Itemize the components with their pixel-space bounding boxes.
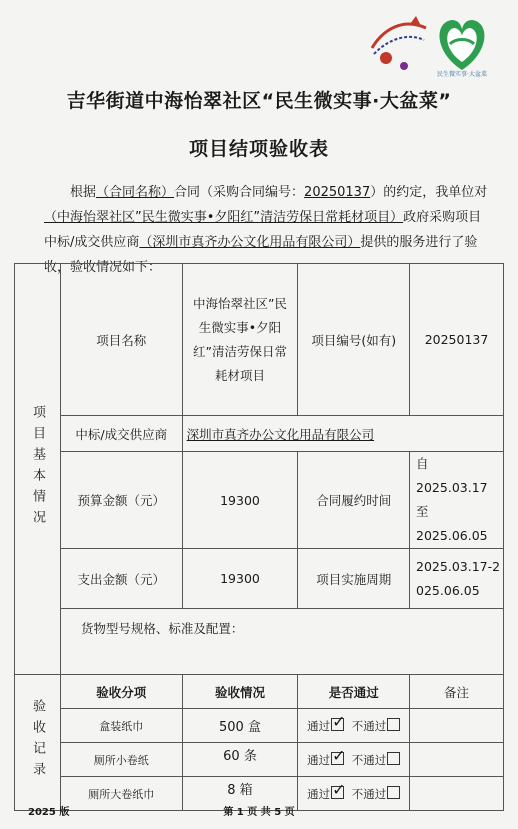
intro-p5: 提供的服务进行了验收，验收情况如下：	[44, 235, 478, 275]
acceptance-table	[14, 263, 504, 811]
intro-p3: ）的约定，我单位对	[370, 185, 488, 200]
heart-logo-icon	[440, 20, 485, 70]
checkbox-fail-2[interactable]	[387, 752, 400, 765]
table-row	[15, 416, 504, 452]
section-label-acceptance: 验收记录	[15, 675, 61, 811]
budget-label: 预算金额（元）	[60, 452, 182, 549]
acc-header-status: 验收情况	[182, 675, 298, 709]
table-row	[15, 609, 504, 675]
acc-status-3: 8 箱	[182, 777, 298, 811]
intro-project: （中海怡翠社区”民生微实事•夕阳红”清洁劳保日常耗材项目）	[44, 210, 404, 225]
acc-item-2: 厕所小卷纸	[60, 743, 182, 777]
footer-version: 2025 版	[28, 807, 70, 818]
acc-status-1: 500 盒	[182, 709, 298, 743]
acc-item-1: 盒装纸巾	[60, 709, 182, 743]
table-row	[15, 743, 504, 777]
acc-pass-3: 通过 ✓ 不通过	[298, 777, 410, 811]
checkmark-icon: ✓	[332, 711, 346, 731]
project-no-label: 项目编号(如有)	[298, 264, 410, 416]
checkmark-icon: ✓	[332, 745, 346, 765]
intro-contract-name: （合同名称）	[96, 185, 175, 200]
acc-item-3: 厕所大卷纸巾	[60, 777, 182, 811]
impl-label: 项目实施周期	[298, 549, 410, 609]
supplier-value: 深圳市真齐办公文化用品有限公司	[182, 416, 503, 452]
dove-ribbon-icon	[372, 16, 426, 70]
intro-supplier: （深圳市真齐办公文化用品有限公司）	[139, 235, 361, 250]
acc-note-2	[410, 743, 504, 777]
checkbox-fail-1[interactable]	[387, 718, 400, 731]
intro-p4: 政府采购项目中标/成交供应商	[44, 210, 482, 250]
acc-status-2: 60 条	[182, 743, 298, 777]
table-row	[15, 264, 504, 416]
project-no-value: 20250137	[410, 264, 504, 416]
supplier-label: 中标/成交供应商	[60, 416, 182, 452]
checkbox-pass-3[interactable]	[331, 779, 346, 799]
expense-value: 19300	[182, 549, 298, 609]
table-row	[15, 709, 504, 743]
table-row	[15, 675, 504, 709]
section-label-basic: 项目基本情况	[15, 264, 61, 675]
acc-pass-2: 通过 ✓ 不通过	[298, 743, 410, 777]
checkbox-pass-1[interactable]	[331, 711, 346, 731]
checkbox-fail-3[interactable]	[387, 786, 400, 799]
expense-label: 支出金额（元）	[60, 549, 182, 609]
period-label: 合同履约时间	[298, 452, 410, 549]
acc-note-1	[410, 709, 504, 743]
period-value: 自 2025.03.17 至 2025.06.05	[410, 452, 504, 549]
intro-p2: 合同（采购合同编号：	[174, 185, 305, 200]
logo-text: 民生微实事·大盆菜	[437, 71, 487, 78]
spec-label: 货物型号规格、标准及配置：	[60, 609, 503, 675]
page-subtitle: 项目结项验收表	[188, 138, 329, 160]
intro-p1: 根据	[70, 185, 97, 200]
acc-header-pass: 是否通过	[298, 675, 410, 709]
table-row	[15, 452, 504, 549]
intro-contract-no: 20250137	[304, 185, 371, 200]
acc-header-item: 验收分项	[60, 675, 182, 709]
checkmark-icon: ✓	[332, 779, 346, 799]
footer-page-number: 第 1 页 共 5 页	[223, 807, 295, 818]
logo-graphic	[364, 8, 504, 78]
acc-pass-1: 通过 ✓ 不通过	[298, 709, 410, 743]
page-title: 吉华街道中海怡翠社区“民生微实事·大盆菜”	[66, 90, 452, 112]
project-name-label: 项目名称	[60, 264, 182, 416]
budget-value: 19300	[182, 452, 298, 549]
checkbox-pass-2[interactable]	[331, 745, 346, 765]
impl-value: 2025.03.17-2025.06.05	[410, 549, 504, 609]
table-row	[15, 549, 504, 609]
project-name-value: 中海怡翠社区”民生微实事•夕阳红”清洁劳保日常耗材项目	[182, 264, 298, 416]
acc-header-note: 备注	[410, 675, 504, 709]
